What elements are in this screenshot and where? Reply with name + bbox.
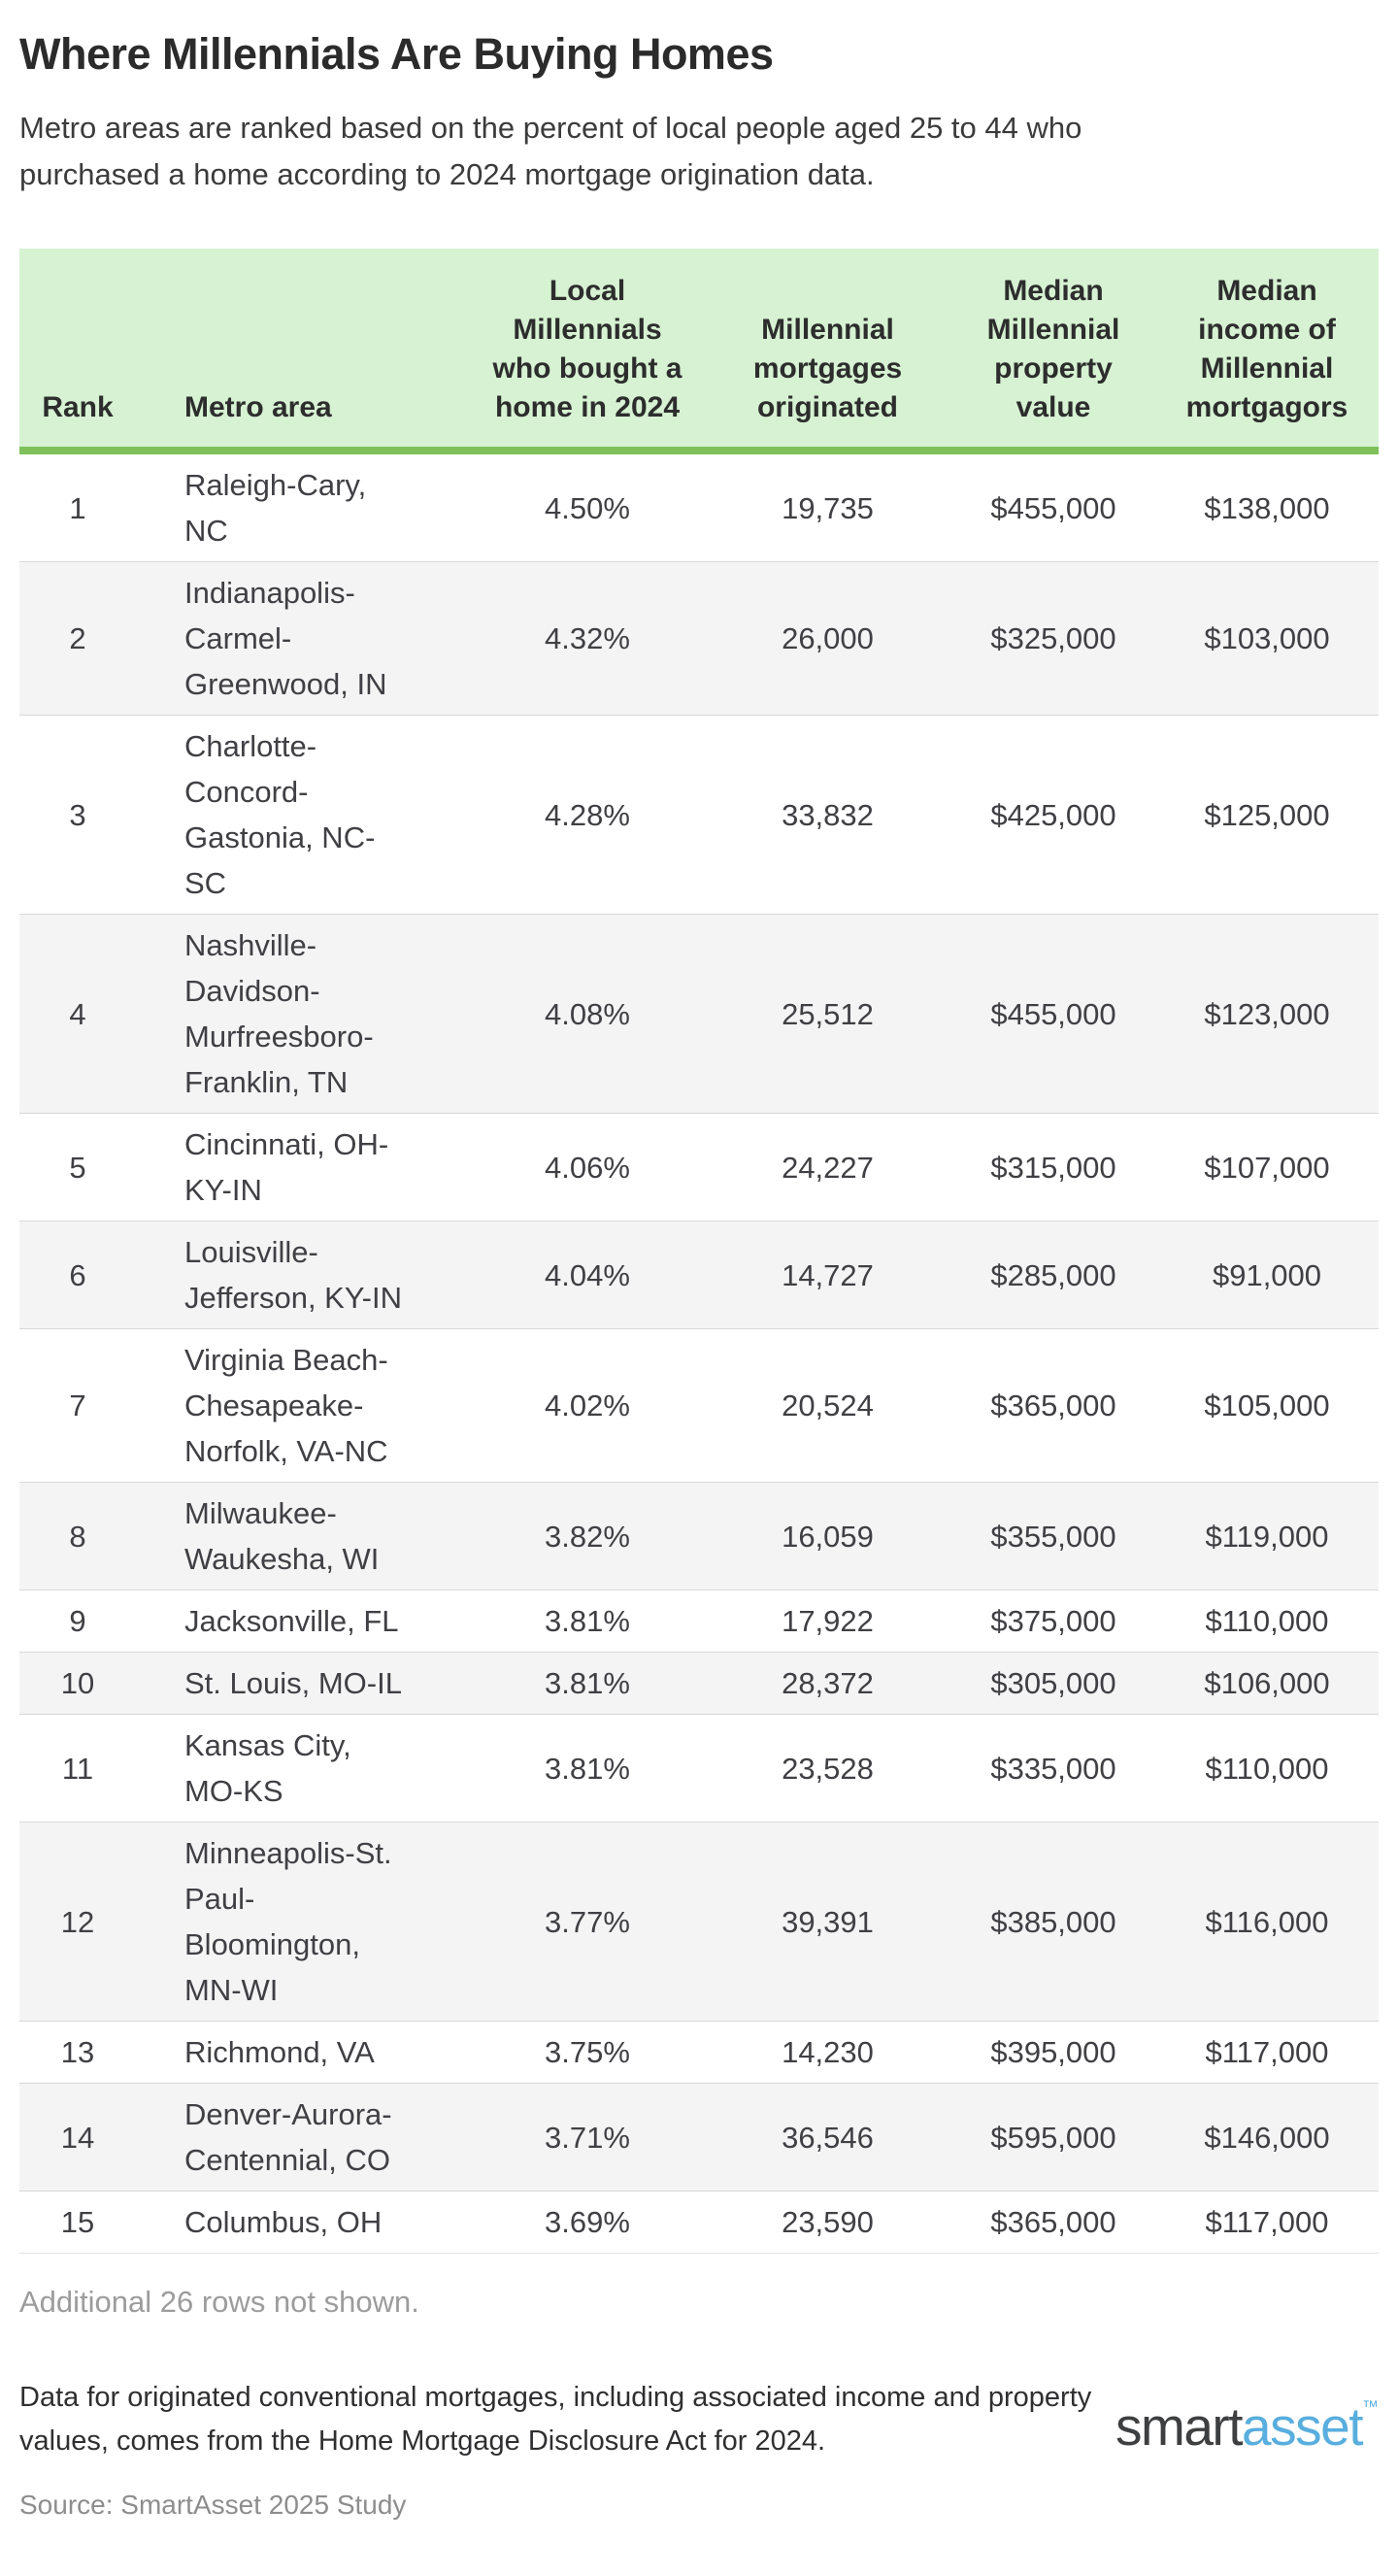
property-value-cell: $285,000 xyxy=(990,1257,1116,1292)
metro-area-cell: Cincinnati, OH-KY-IN xyxy=(184,1127,389,1207)
column-header-mortgages: Millennial mortgages originated xyxy=(704,249,951,451)
table-header xyxy=(19,249,1379,451)
income-cell: $105,000 xyxy=(1204,1388,1330,1422)
property-value-cell: $315,000 xyxy=(990,1150,1116,1185)
rank-cell: 15 xyxy=(60,2205,95,2239)
pct-bought-cell: 3.82% xyxy=(545,1519,630,1554)
pct-bought-cell: 4.08% xyxy=(545,996,630,1031)
property-value-cell: $375,000 xyxy=(990,1604,1116,1638)
millennial-homebuyers-table xyxy=(19,249,1379,2254)
smartasset-logo xyxy=(1115,2380,1379,2457)
metro-area-cell: Richmond, VA xyxy=(184,2035,375,2069)
table-row xyxy=(19,1114,1379,1221)
property-value-cell: $335,000 xyxy=(990,1751,1116,1786)
subtitle-line: Metro areas are ranked based on the percent of local people aged 25 to 44 who xyxy=(19,111,1082,145)
rank-cell: 10 xyxy=(60,1666,95,1700)
income-cell: $91,000 xyxy=(1212,1257,1322,1292)
income-cell: $119,000 xyxy=(1205,1519,1329,1554)
income-cell: $110,000 xyxy=(1205,1751,1329,1786)
metro-area-cell: Nashville-Davidson-Murfreesboro-Franklin, TN xyxy=(184,928,374,1099)
metro-area-cell: Indianapolis-Carmel-Greenwood, IN xyxy=(184,576,387,701)
table-row xyxy=(19,1329,1379,1483)
pct-bought-cell: 4.50% xyxy=(545,490,630,525)
metro-area-cell: Louisville-Jefferson, KY-IN xyxy=(184,1235,403,1315)
property-value-cell: $455,000 xyxy=(990,996,1116,1031)
mortgages-cell: 25,512 xyxy=(782,996,874,1031)
mortgages-cell: 19,735 xyxy=(782,490,874,525)
property-value-cell: $595,000 xyxy=(990,2120,1116,2155)
logo-text-asset: asset xyxy=(1242,2396,1362,2457)
rank-cell: 1 xyxy=(69,490,86,525)
metro-area-cell: Raleigh-Cary, NC xyxy=(184,468,367,548)
metro-area-cell: Columbus, OH xyxy=(184,2205,383,2239)
subtitle-line: purchased a home according to 2024 mortgage origination data. xyxy=(19,157,875,191)
pct-bought-cell: 4.06% xyxy=(545,1150,630,1185)
table-row xyxy=(19,1715,1379,1823)
data-footnote xyxy=(19,2376,1091,2463)
footer xyxy=(19,2376,1379,2463)
metro-area-cell: Kansas City, MO-KS xyxy=(184,1728,351,1808)
column-header-metro-area: Metro area xyxy=(136,249,471,451)
table-row xyxy=(19,451,1379,562)
income-cell: $138,000 xyxy=(1204,490,1330,525)
mortgages-cell: 17,922 xyxy=(782,1604,874,1638)
metro-area-cell: Minneapolis-St. Paul-Bloomington, MN-WI xyxy=(184,1836,392,2007)
page-title: Where Millennials Are Buying Homes xyxy=(19,29,774,79)
mortgages-cell: 23,590 xyxy=(782,2205,874,2239)
column-header-pct-bought: Local Millennials who bought a home in 2024 xyxy=(471,249,704,451)
rank-cell: 3 xyxy=(69,797,86,832)
income-cell: $117,000 xyxy=(1205,2035,1329,2069)
rank-cell: 6 xyxy=(69,1257,86,1292)
income-cell: $125,000 xyxy=(1204,797,1330,832)
mortgages-cell: 26,000 xyxy=(782,621,874,655)
source-note: Source: SmartAsset 2025 Study xyxy=(19,2490,407,2520)
income-cell: $117,000 xyxy=(1205,2205,1329,2239)
page-subtitle xyxy=(19,105,1379,198)
mortgages-cell: 14,727 xyxy=(782,1257,874,1292)
mortgages-cell: 24,227 xyxy=(782,1150,874,1185)
table-row xyxy=(19,915,1379,1114)
pct-bought-cell: 3.81% xyxy=(545,1604,630,1638)
column-header-rank: Rank xyxy=(19,249,136,451)
pct-bought-cell: 3.69% xyxy=(545,2205,630,2239)
column-header-property-value: Median Millennial property value xyxy=(951,249,1155,451)
pct-bought-cell: 4.28% xyxy=(545,797,630,832)
income-cell: $106,000 xyxy=(1204,1666,1330,1700)
pct-bought-cell: 3.75% xyxy=(545,2035,630,2069)
rank-cell: 4 xyxy=(69,996,86,1031)
income-cell: $146,000 xyxy=(1204,2120,1330,2155)
mortgages-cell: 20,524 xyxy=(782,1388,874,1422)
table-body xyxy=(19,451,1379,2254)
logo-text-smart: smart xyxy=(1115,2396,1243,2457)
rank-cell: 13 xyxy=(60,2035,95,2069)
rank-cell: 12 xyxy=(60,1904,95,1939)
rank-cell: 5 xyxy=(69,1150,86,1185)
rank-cell: 14 xyxy=(60,2120,95,2155)
metro-area-cell: St. Louis, MO-IL xyxy=(184,1666,402,1700)
property-value-cell: $305,000 xyxy=(990,1666,1116,1700)
rank-cell: 2 xyxy=(69,621,86,655)
metro-area-cell: Jacksonville, FL xyxy=(184,1604,399,1638)
mortgages-cell: 33,832 xyxy=(782,797,874,832)
trademark-symbol: ™ xyxy=(1362,2397,1379,2416)
additional-rows-note: Additional 26 rows not shown. xyxy=(19,2285,419,2319)
table-row xyxy=(19,2191,1379,2254)
property-value-cell: $455,000 xyxy=(990,490,1116,525)
income-cell: $116,000 xyxy=(1205,1904,1329,1939)
pct-bought-cell: 4.02% xyxy=(545,1388,630,1422)
rank-cell: 7 xyxy=(69,1388,86,1422)
pct-bought-cell: 3.81% xyxy=(545,1666,630,1700)
metro-area-cell: Milwaukee-Waukesha, WI xyxy=(184,1496,380,1576)
rank-cell: 8 xyxy=(69,1519,86,1554)
pct-bought-cell: 4.04% xyxy=(545,1257,630,1292)
mortgages-cell: 14,230 xyxy=(782,2035,874,2069)
property-value-cell: $355,000 xyxy=(990,1519,1116,1554)
property-value-cell: $325,000 xyxy=(990,621,1116,655)
income-cell: $103,000 xyxy=(1204,621,1330,655)
income-cell: $123,000 xyxy=(1204,996,1330,1031)
header-row xyxy=(19,249,1379,451)
income-cell: $107,000 xyxy=(1204,1150,1330,1185)
metro-area-cell: Charlotte-Concord-Gastonia, NC-SC xyxy=(184,729,376,900)
property-value-cell: $385,000 xyxy=(990,1904,1116,1939)
pct-bought-cell: 3.77% xyxy=(545,1904,630,1939)
property-value-cell: $395,000 xyxy=(990,2035,1116,2069)
mortgages-cell: 16,059 xyxy=(782,1519,874,1554)
mortgages-cell: 28,372 xyxy=(782,1666,874,1700)
table-row xyxy=(19,1653,1379,1715)
table-row xyxy=(19,2084,1379,2191)
metro-area-cell: Denver-Aurora-Centennial, CO xyxy=(184,2097,392,2177)
mortgages-cell: 36,546 xyxy=(782,2120,874,2155)
property-value-cell: $425,000 xyxy=(990,797,1116,832)
table-row xyxy=(19,562,1379,716)
pct-bought-cell: 3.71% xyxy=(545,2120,630,2155)
pct-bought-cell: 3.81% xyxy=(545,1751,630,1786)
metro-area-cell: Virginia Beach-Chesapeake-Norfolk, VA-NC xyxy=(184,1343,388,1468)
table-row xyxy=(19,1823,1379,2022)
rank-cell: 9 xyxy=(69,1604,86,1638)
table-row xyxy=(19,1483,1379,1590)
footnote-line: values, comes from the Home Mortgage Disclosure Act for 2024. xyxy=(19,2425,826,2457)
footnote-line: Data for originated conventional mortgages, including associated income and property xyxy=(19,2382,1092,2413)
property-value-cell: $365,000 xyxy=(990,2205,1116,2239)
mortgages-cell: 23,528 xyxy=(782,1751,874,1786)
property-value-cell: $365,000 xyxy=(990,1388,1116,1422)
table-row xyxy=(19,1590,1379,1653)
pct-bought-cell: 4.32% xyxy=(545,621,630,655)
rank-cell: 11 xyxy=(61,1751,94,1786)
table-row xyxy=(19,1221,1379,1329)
table-row xyxy=(19,2022,1379,2084)
income-cell: $110,000 xyxy=(1205,1604,1329,1638)
table-row xyxy=(19,716,1379,915)
mortgages-cell: 39,391 xyxy=(782,1904,874,1939)
column-header-income: Median income of Millennial mortgagors xyxy=(1155,249,1379,451)
